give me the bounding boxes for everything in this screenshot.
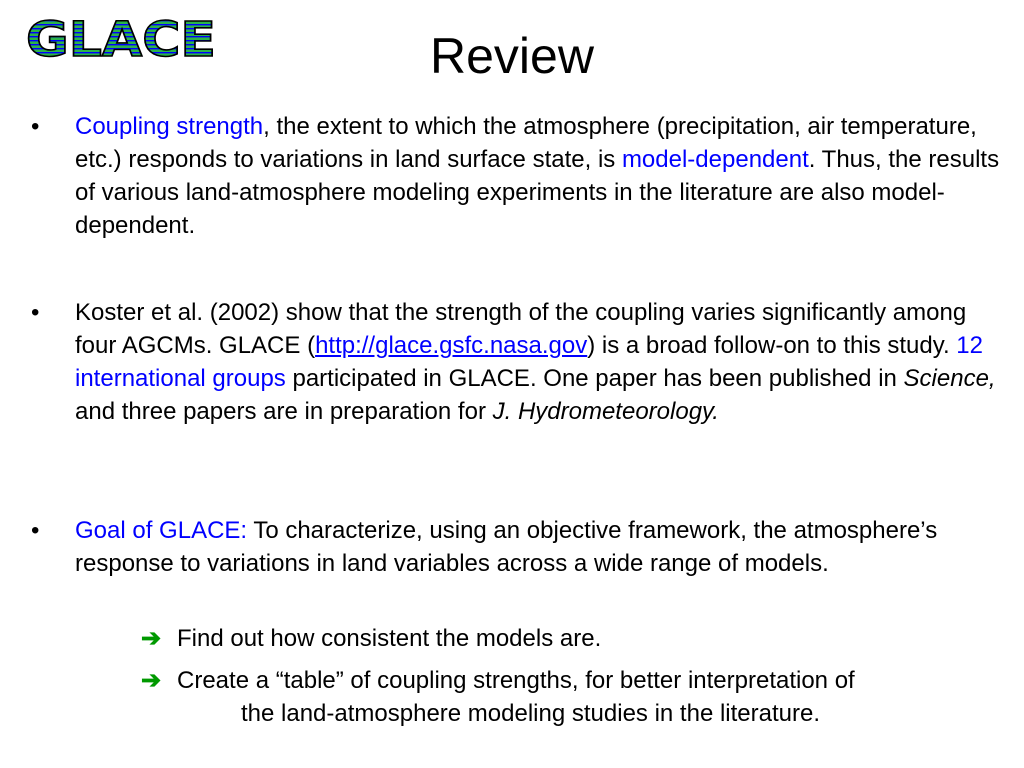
arrow-right-icon: ➔ bbox=[141, 667, 162, 694]
arrow-item-text: Create a “table” of coupling strengths, for better interpretation of bbox=[177, 667, 855, 694]
journal-hydrometeorology: J. Hydrometeorology. bbox=[492, 398, 719, 425]
arrow-item-continuation: the land-atmosphere modeling studies in the literature. bbox=[241, 700, 820, 727]
bullet-text: and three papers are in preparation for bbox=[75, 398, 493, 425]
bullet-goal bbox=[31, 514, 1000, 580]
arrow-item-text: Find out how consistent the models are. bbox=[177, 625, 602, 652]
bullet-marker: • bbox=[31, 517, 40, 544]
arrow-item-consistency bbox=[141, 622, 1001, 655]
bullet-text: . Thus, the results of various land-atmosphere modeling experiments in the literature are also model-dependent. bbox=[75, 146, 1000, 239]
svg-text:GLACE: GLACE bbox=[26, 12, 216, 64]
bullet-text: participated in GLACE. One paper has been published in bbox=[285, 365, 904, 392]
bullet-koster bbox=[31, 296, 1000, 428]
term-coupling-strength: Coupling strength bbox=[75, 113, 264, 140]
slide-title: Review bbox=[430, 28, 594, 84]
bullet-text: To characterize, using an objective framework, the atmosphere’s response to variations in land variables across a wide range of models. bbox=[75, 517, 938, 577]
term-model-dependent: model-dependent bbox=[621, 146, 809, 173]
bullet-text: Koster et al. (2002) show that the strength of the coupling varies significantly among four AGCMs. GLACE ( bbox=[75, 299, 967, 359]
arrow-item-table bbox=[141, 664, 1001, 730]
journal-science: Science, bbox=[903, 365, 996, 392]
bullet-marker: • bbox=[31, 113, 40, 140]
bullet-text: ) is a broad follow-on to this study. bbox=[587, 332, 957, 359]
arrow-right-icon: ➔ bbox=[141, 625, 162, 652]
bullet-marker: • bbox=[31, 299, 40, 326]
term-international-groups: 12 international groups bbox=[75, 332, 983, 392]
term-goal-of-glace: Goal of GLACE: bbox=[75, 517, 248, 544]
glace-website-link[interactable]: http://glace.gsfc.nasa.gov bbox=[315, 332, 588, 359]
bullet-text: , the extent to which the atmosphere (precipitation, air temperature, etc.) responds to variations in land surface state, is bbox=[75, 113, 977, 173]
bullet-coupling-strength bbox=[31, 110, 1000, 242]
